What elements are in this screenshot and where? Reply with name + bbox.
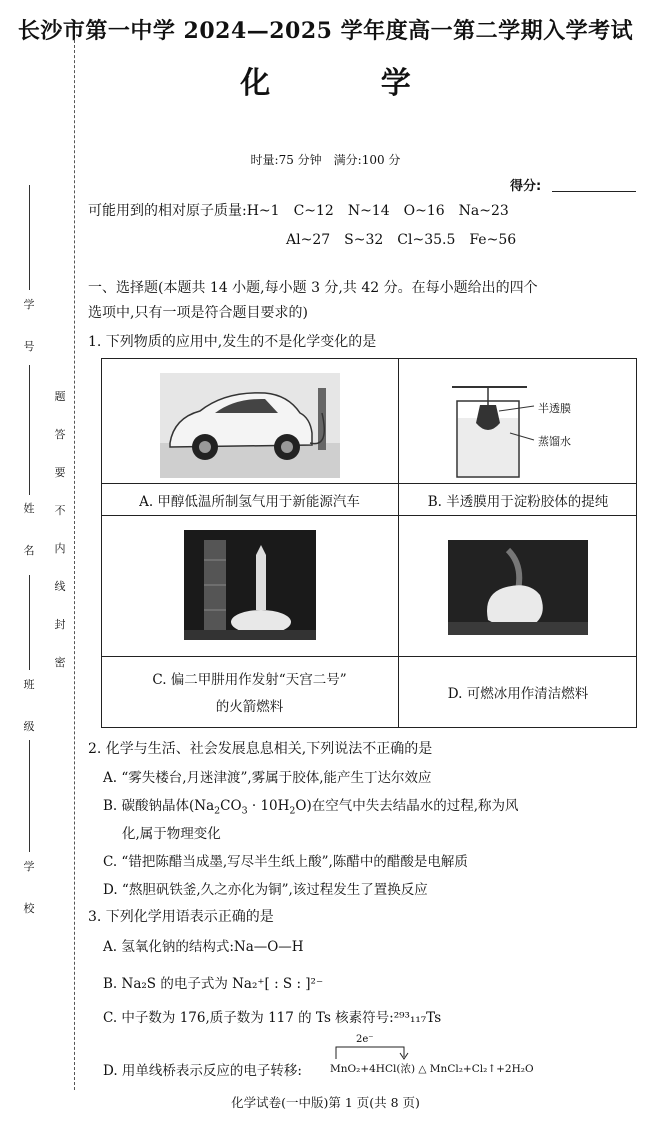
side-label-xuexiao: 学 校 — [23, 860, 35, 915]
electric-car-image — [160, 373, 340, 478]
section-heading-line1: 一、选择题(本题共 14 小题,每小题 3 分,共 42 分。在每小题给出的四个 — [88, 280, 538, 296]
q1-option-c-line2: 的火箭燃料 — [215, 699, 284, 715]
q3-option-b: B. Na₂S 的电子式为 Na₂⁺[ : S : ]²⁻ — [103, 976, 324, 992]
subject-title: 化 学 — [240, 66, 461, 101]
q1-option-a: A. 甲醇低温所制氢气用于新能源汽车 — [139, 494, 360, 510]
rocket-launch-image — [184, 530, 316, 640]
combustible-ice-image — [448, 540, 588, 635]
time-limit: 时量:75 分钟 满分:100 分 — [250, 153, 401, 167]
q3-option-a: A. 氢氧化钠的结构式:Na—O—H — [103, 939, 304, 955]
side-line-xuehao — [29, 185, 30, 290]
side-label-xuehao: 学 号 — [23, 298, 35, 353]
q2-option-a: A. “雾失楼台,月迷津渡”,雾属于胶体,能产生丁达尔效应 — [103, 770, 432, 786]
q1-option-b: B. 半透膜用于淀粉胶体的提纯 — [427, 494, 609, 510]
q2-option-c: C. “错把陈醋当成墨,写尽半生纸上酸”,陈醋中的醋酸是电解质 — [103, 854, 468, 870]
binding-dashed-line — [74, 20, 75, 1090]
q3-stem: 3. 下列化学用语表示正确的是 — [88, 909, 274, 925]
table-divider-1 — [101, 483, 637, 484]
exam-title: 长沙市第一中学 2024—2025 学年度高一第二学期入学考试 — [17, 18, 634, 44]
page-footer: 化学试卷(一中版)第 1 页(共 8 页) — [231, 1095, 420, 1110]
section-heading-line2: 选项中,只有一项是符合题目要求的) — [88, 305, 308, 321]
q1-option-d: D. 可燃冰用作清洁燃料 — [447, 686, 589, 702]
side-line-xuexiao — [29, 740, 30, 852]
q2-option-b-line1: B. 碳酸钠晶体$(Na_2CO_3 \cdot 10H_2O)$在空气中失去结晶水的过程,称为风 — [103, 798, 519, 817]
side-line-banji — [29, 575, 30, 670]
beaker-label-membrane: 半透膜 — [538, 402, 571, 415]
q3-reaction-equation: MnO₂+4HCl(浓) △ MnCl₂+Cl₂↑+2H₂O — [330, 1063, 534, 1075]
binding-warning: 题 答 要 不 内 线 封 密 — [54, 390, 66, 669]
q3-electron-count: 2e⁻ — [356, 1034, 374, 1045]
beaker-membrane-image — [452, 373, 592, 481]
table-divider-2 — [101, 515, 637, 516]
q1-option-c-line1: C. 偏二甲肼用作发射“天宫二号” — [152, 672, 347, 688]
atomic-masses-line2: Al~27 S~32 Cl~35.5 Fe~56 — [286, 232, 517, 248]
q2-option-b-line2: 化,属于物理变化 — [122, 826, 221, 842]
q2-stem: 2. 化学与生活、社会发展息息相关,下列说法不正确的是 — [88, 741, 433, 757]
atomic-masses-line1: 可能用到的相对原子质量:H~1 C~12 N~14 O~16 Na~23 — [88, 203, 509, 219]
table-divider-3 — [101, 656, 637, 657]
beaker-label-water: 蒸馏水 — [538, 435, 571, 448]
q2-option-d: D. “熬胆矾铁釜,久之亦化为铜”,该过程发生了置换反应 — [103, 882, 428, 898]
side-label-banji: 班 级 — [23, 678, 35, 733]
q1-stem: 1. 下列物质的应用中,发生的不是化学变化的是 — [88, 334, 377, 350]
score-label: 得分: — [510, 179, 542, 194]
single-bridge-arrow — [332, 1043, 412, 1061]
side-line-xingming — [29, 365, 30, 495]
q3-option-c: C. 中子数为 176,质子数为 117 的 Ts 核素符号:²⁹³₁₁₇Ts — [103, 1010, 442, 1026]
side-label-xingming: 姓 名 — [23, 502, 35, 557]
q3-option-d-prefix: D. 用单线桥表示反应的电子转移: — [103, 1063, 302, 1079]
table-divider-vertical — [398, 358, 399, 728]
score-blank[interactable] — [552, 191, 636, 192]
